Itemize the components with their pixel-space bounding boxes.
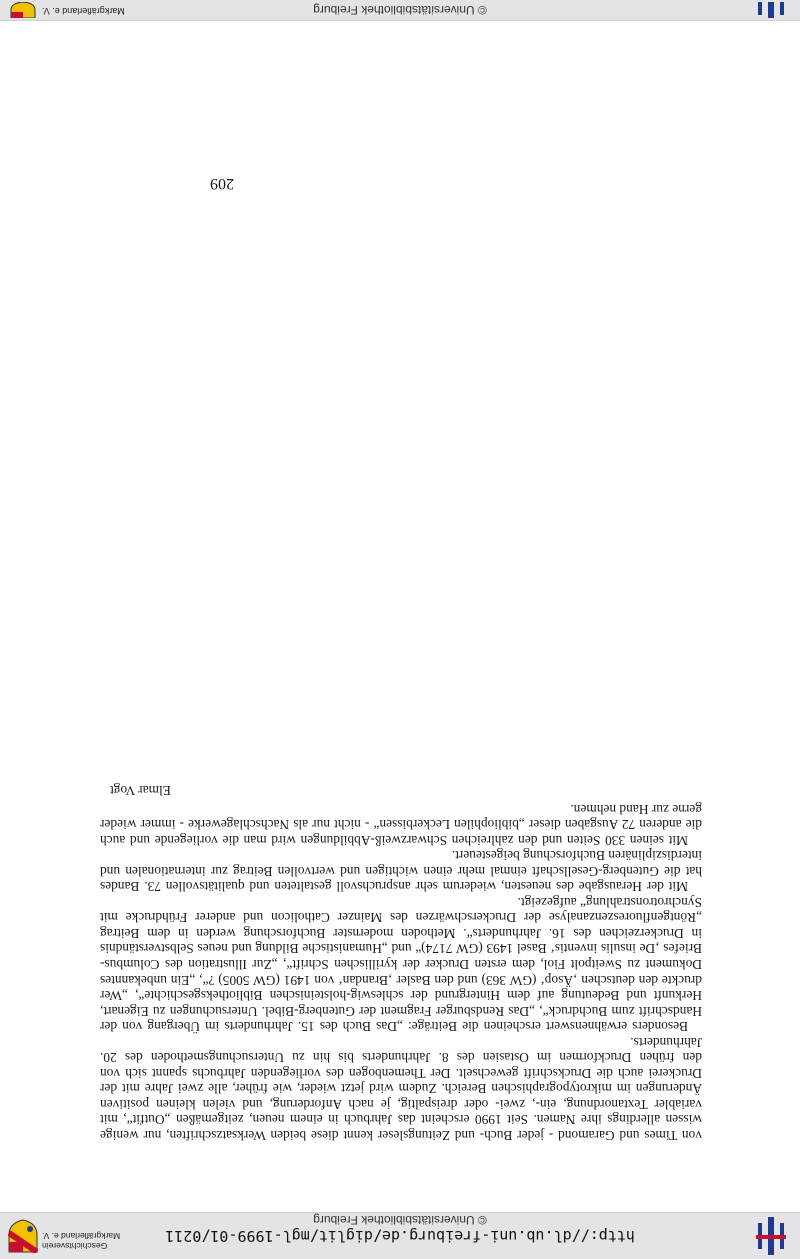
coat-of-arms-icon: [10, 2, 36, 18]
page-number: 209: [210, 175, 234, 192]
author-signature: Elmar Vogt: [110, 782, 171, 798]
society-name: Markgräflerland e. V.: [42, 6, 125, 16]
footer-bar: [0, 0, 800, 21]
paragraph-4: Mit seinen 330 Seiten und den zahlreichen Schwarzweiß-Abbildungen wird man die vorliegende und auch die anderen 72 Ausgaben dieser „bibliophilen Leckerbissen“ - nicht nur als Nachschlagewerke - immer wieder gerne zur Hand nehmen.: [100, 801, 702, 848]
document-url[interactable]: http://dl.ub.uni-freiburg.de/diglit/mgl-1999-01/0211: [165, 1227, 635, 1245]
copyright-notice: © Universitätsbibliothek Freiburg: [313, 1213, 487, 1227]
society-name: [42, 1231, 120, 1251]
paragraph-1: von Times und Garamond - jeder Buch- und Zeitungsleser kennt diese beiden Werksatzschriften, nur wenige wissen allerdings ihre Namen. Seit 1990 erscheint das Jahrbuch in einem neuen, zeitgemäßen „Outfit“, mit variabler Textanordnung, ein-, zwei- oder dreispaltig, je nach Anforderung, und vielen kleinen positiven Änderungen im mikrotypographischen Bereich. Zudem wird jetzt wieder, wie früher, alle zwei Jahre mit der Druckerei auch die Druckschrift gewechselt. Der Themenbogen des vorliegenden Jahrbuchs spannt sich von den frühen Druckformen im Ostasien des 8. Jahrhunderts bis hin zu Untersuchungsmethoden des 20. Jahrhunderts.: [100, 1034, 702, 1143]
coat-of-arms-icon: [8, 1219, 38, 1253]
society-name-line1: Geschichtsverein: [42, 1241, 108, 1251]
article-text: [100, 782, 702, 1143]
society-name-line2: Markgräflerland e. V.: [42, 1231, 121, 1241]
header-bar: [0, 1212, 800, 1259]
paragraph-2: Besonders erwähnenswert erscheinen die Beiträge: „Das Buch des 15. Jahrhunderts im Übergang von der Handschrift zum Buchdruck“, „Das Rendsburger Fragment der Gutenberg-Bibel. Untersuchungen zu Eigenart, Herkunft und Bedeutung auf dem Hintergrund der schleswig-holsteinischen Bibliotheksgeschichte“, „Wer druckte den deutschen ‚Äsop‘ (GW 363) und den Basler ‚Brandan‘ von 1491 (GW 5005) ?“, „Ein unbekanntes Dokument zu Sweitpolt Fiol, dem ersten Drucker der kyrillischen Schrift“, „Zur Illustration des Columbus-Briefes ‚De insulis inventis‘ Basel 1493 (GW 7174)“ und „Humanistische Bildung und neues Selbstverständnis in Druckerzeichen des 16. Jahrhunderts“. Methoden modernster Buchforschung werden in dem Beitrag „Röntgenfluoreszenzanalyse der Druckerschwärzen des Mainzer Catholicon und anderer Frühdrucke mit Synchrotronstrahlung“ aufgezeigt.: [100, 894, 702, 1035]
paragraph-3: Mit der Herausgabe des neuesten, wiederum sehr anspruchsvoll gestalteten und qualitätsvollen 73. Bandes hat die Gutenberg-Gesellschaft einmal mehr einen wichtigen und wertvollen Beitrag zur internationalen und interdisziplinären Buchforschung beigesteuert.: [100, 848, 702, 895]
copyright-notice: © Universitätsbibliothek Freiburg: [313, 3, 487, 17]
